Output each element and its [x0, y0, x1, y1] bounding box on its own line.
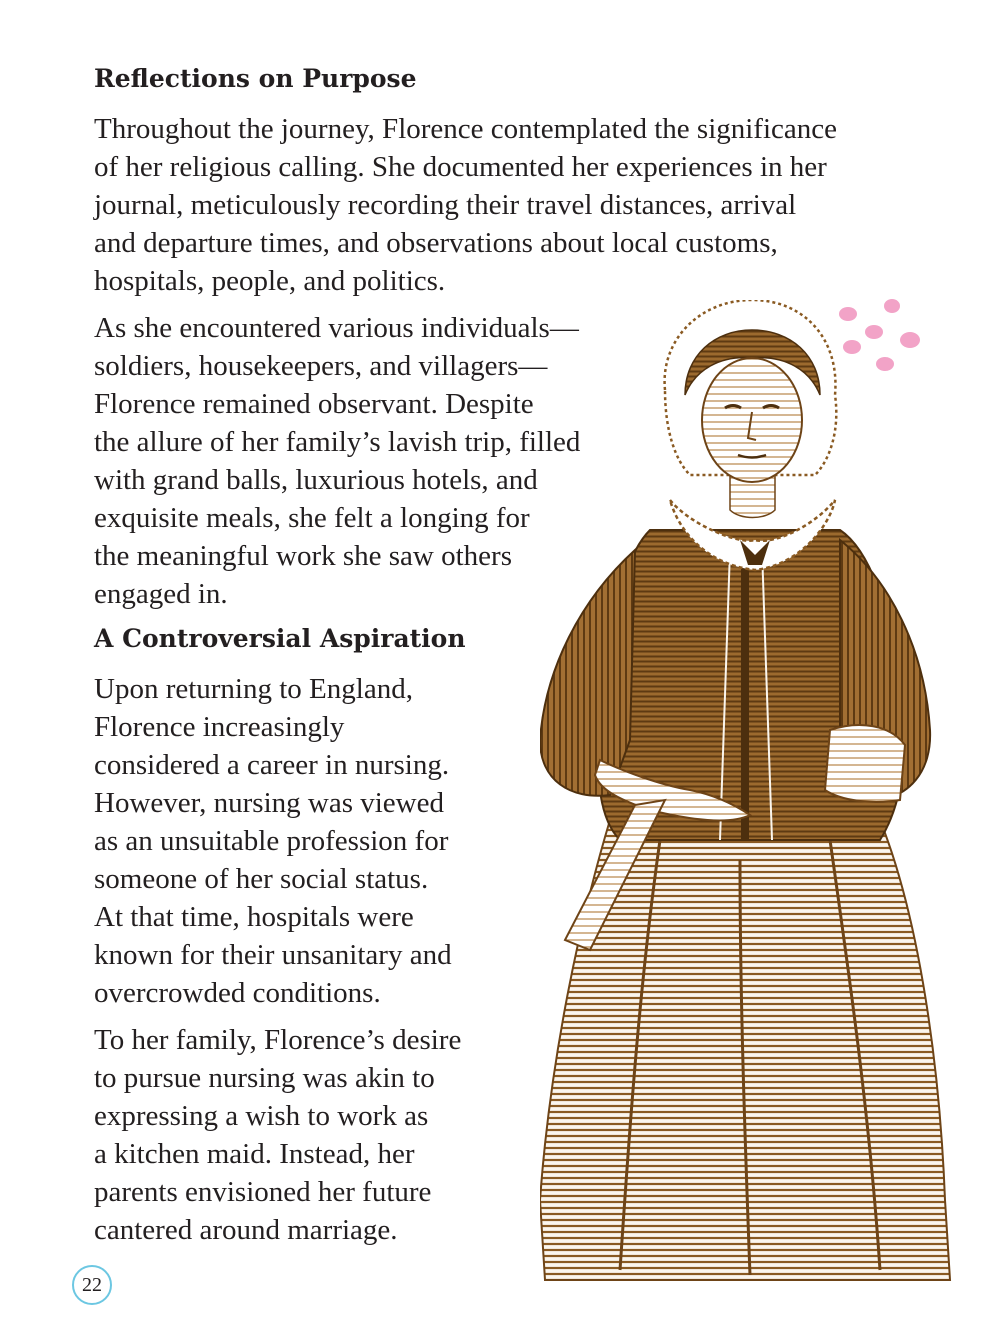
- paragraph-aspiration: [94, 670, 452, 1012]
- text-line: expressing a wish to work as: [94, 1100, 429, 1132]
- text-line: To her family, Florence’s desire: [94, 1024, 462, 1056]
- text-line: Upon returning to England,: [94, 673, 413, 705]
- text-line: the allure of her family’s lavish trip, filled: [94, 426, 581, 458]
- text-line: engaged in.: [94, 578, 228, 610]
- text-line: Florence remained observant. Despite: [94, 388, 534, 420]
- text-line: of her religious calling. She documented her experiences in her: [94, 151, 827, 183]
- text-line: hospitals, people, and politics.: [94, 265, 446, 297]
- text-line: Florence increasingly: [94, 711, 345, 743]
- paragraph-reflections: [94, 110, 837, 300]
- paragraph-family: [94, 1021, 461, 1249]
- paragraph-encounters: [94, 309, 580, 613]
- text-line: As she encountered various individuals—: [94, 312, 579, 344]
- text-line: considered a career in nursing.: [94, 749, 450, 781]
- text-line: At that time, hospitals were: [94, 901, 414, 933]
- text-line: known for their unsanitary and: [94, 939, 452, 971]
- text-line: to pursue nursing was akin to: [94, 1062, 435, 1094]
- page-number-badge: 22: [72, 1265, 112, 1305]
- text-line: overcrowded conditions.: [94, 977, 381, 1009]
- text-line: the meaningful work she saw others: [94, 540, 512, 572]
- text-line: parents envisioned her future: [94, 1176, 432, 1208]
- text-line: However, nursing was viewed: [94, 787, 444, 819]
- text-line: Throughout the journey, Florence contemplated the significance: [94, 113, 838, 145]
- text-line: journal, meticulously recording their travel distances, arrival: [94, 189, 797, 221]
- text-line: soldiers, housekeepers, and villagers—: [94, 350, 548, 382]
- section-heading-aspiration: A Controversial Aspiration: [94, 624, 466, 653]
- text-line: a kitchen maid. Instead, her: [94, 1138, 415, 1170]
- section-heading-reflections: Reflections on Purpose: [94, 64, 417, 93]
- text-line: exquisite meals, she felt a longing for: [94, 502, 530, 534]
- text-line: as an unsuitable profession for: [94, 825, 449, 857]
- text-line: someone of her social status.: [94, 863, 429, 895]
- text-line: and departure times, and observations about local customs,: [94, 227, 778, 259]
- victorian-woman-engraving-icon: [540, 300, 960, 1290]
- text-line: cantered around marriage.: [94, 1214, 398, 1246]
- text-line: with grand balls, luxurious hotels, and: [94, 464, 538, 496]
